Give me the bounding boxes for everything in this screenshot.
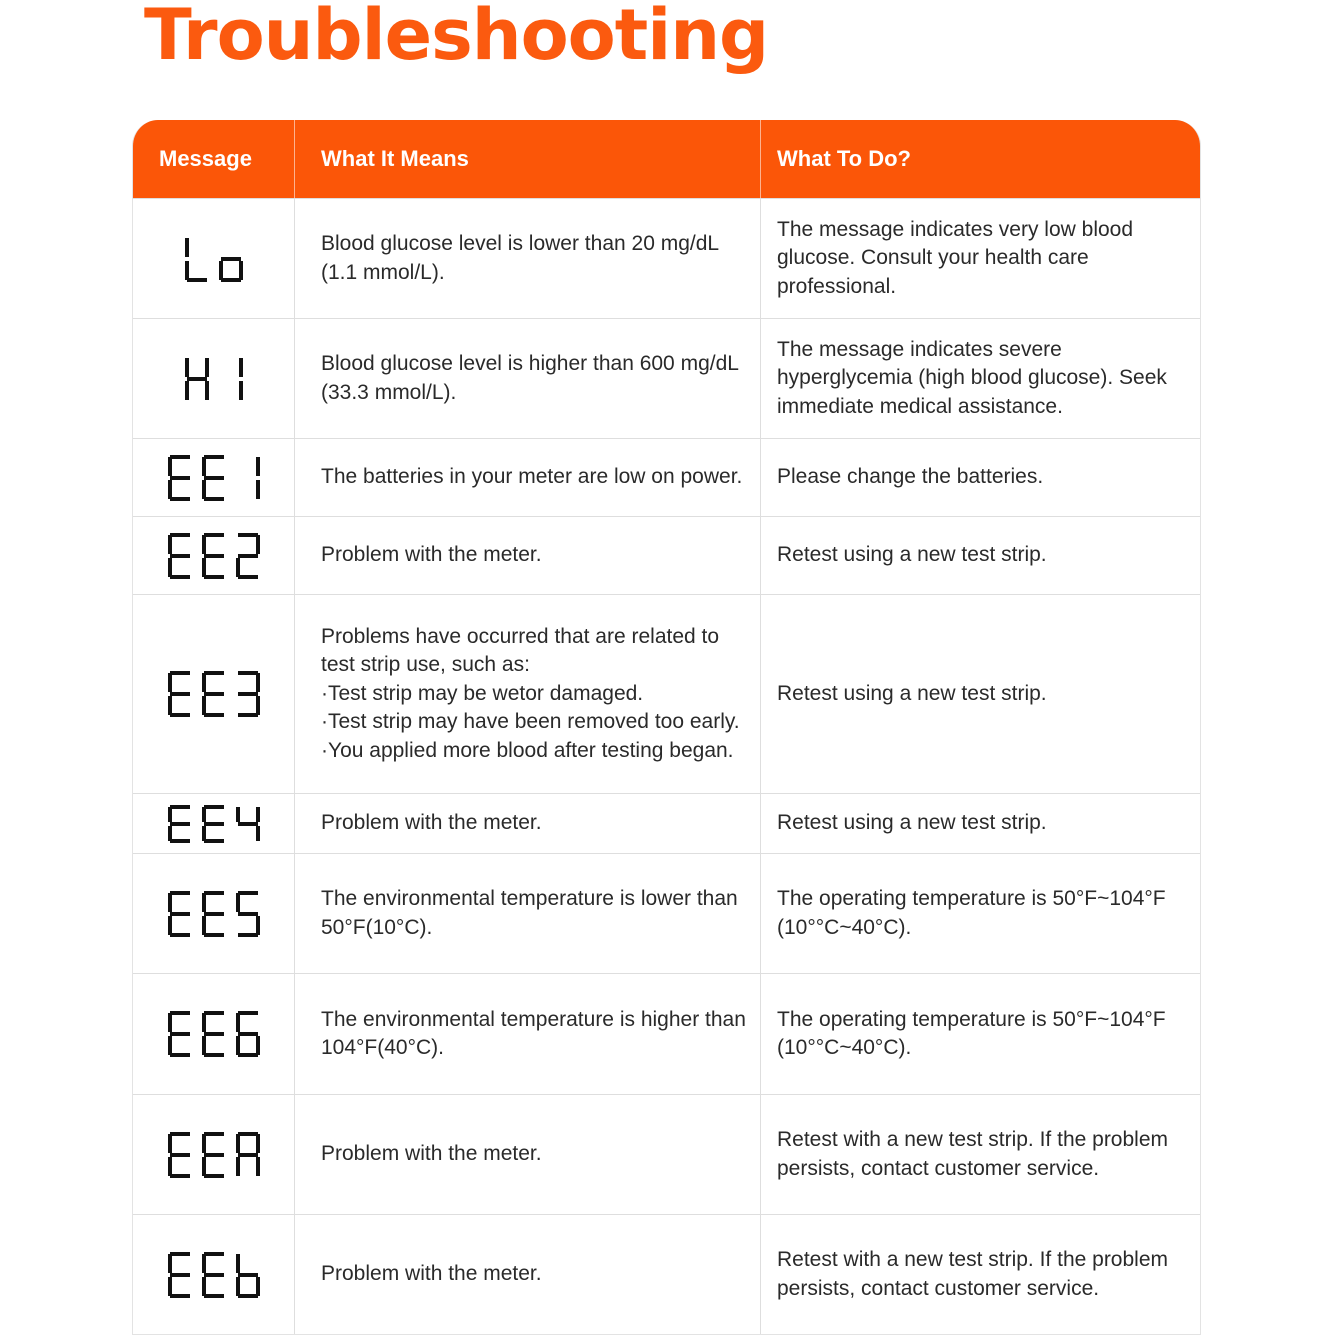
lcd-segment-g [238,1273,258,1277]
lcd-segment-e [168,1036,172,1055]
lcd-segment-f [236,1134,240,1153]
message-code-cell [133,517,295,594]
lcd-segment-d [170,933,190,937]
lcd-segment-f [202,893,206,912]
lcd-segment-g [221,257,241,261]
lcd-segment-a [170,533,190,537]
lcd-segment-e [236,558,240,577]
lcd-segment-d [204,575,224,579]
action-text: Retest using a new test strip. [777,811,1047,835]
lcd-segment-d [204,497,224,501]
lcd-segment-c [256,696,260,715]
lcd-segment-f [202,457,206,476]
meaning-bullet: ·Test strip may be wetor damaged. [321,681,644,705]
lcd-segment-e [168,826,172,841]
lcd-segment-e [202,1036,206,1055]
lcd-segment-f [236,807,240,822]
meaning-text: Problem with the meter. [321,811,542,835]
lcd-segment-f [168,673,172,692]
lcd-segment-e [185,261,189,280]
lcd-segment-c [256,916,260,935]
lcd-segment-g [204,1032,224,1036]
lcd-segment-g [170,476,190,480]
lcd-segment-f [202,1134,206,1153]
lcd-segment-e [168,480,172,499]
lcd-segment-b [205,358,209,377]
lcd-segment-g [204,822,224,826]
lcd-segment-g [204,1153,224,1157]
lcd-segment-c [239,381,243,400]
lcd-code-ee5 [144,884,284,944]
lcd-segment-b [256,535,260,554]
lcd-segment-f [168,457,172,476]
message-code-cell [133,595,295,793]
message-code-cell [133,1095,295,1214]
message-code-cell [133,794,295,853]
table-row-eea [133,1094,1200,1214]
lcd-segment-d [238,713,258,717]
message-code-cell [133,319,295,438]
meaning-text: Problem with the meter. [321,1142,542,1166]
lcd-segment-g [204,692,224,696]
lcd-segment-d [204,933,224,937]
lcd-segment-a [204,533,224,537]
action-text: Please change the batteries. [777,465,1044,489]
lcd-segment-c [256,1157,260,1176]
table-row-eeb [133,1214,1200,1334]
lcd-segment-d [238,1294,258,1298]
table-row-lo [133,198,1200,318]
troubleshooting-table [132,120,1201,1335]
table-row-ee1 [133,438,1200,516]
lcd-segment-e [202,1277,206,1296]
lcd-segment-e [168,696,172,715]
lcd-segment-f [202,673,206,692]
lcd-segment-e [202,558,206,577]
lcd-segment-d [204,839,224,843]
lcd-segment-d [170,497,190,501]
lcd-segment-b [239,358,243,377]
lcd-segment-d [238,933,258,937]
lcd-segment-d [204,1174,224,1178]
meaning-text: Blood glucose level is lower than 20 mg/dL (1.1 mmol/L). [321,232,719,284]
lcd-segment-a [204,671,224,675]
lcd-segment-g [170,692,190,696]
message-code-cell [133,974,295,1094]
lcd-segment-a [238,891,258,895]
lcd-code-ee1 [144,448,284,508]
lcd-segment-g [187,377,207,381]
lcd-segment-f [185,358,189,377]
lcd-segment-e [236,1157,240,1176]
meaning-text: Blood glucose level is higher than 600 mg/dL (33.3 mmol/L). [321,352,739,404]
lcd-segment-f [168,807,172,822]
lcd-segment-d [170,839,190,843]
lcd-segment-e [168,558,172,577]
lcd-code-ee6 [144,1004,284,1064]
table-row-ee5 [133,853,1200,973]
lcd-code-eea [144,1125,284,1185]
header-what-to-do: What To Do? [777,146,911,171]
message-code-cell [133,439,295,516]
lcd-code-ee2 [144,526,284,586]
lcd-segment-g [238,692,258,696]
lcd-segment-a [204,1011,224,1015]
lcd-segment-b [256,807,260,822]
action-text: Retest with a new test strip. If the problem persists, contact customer service. [777,1248,1169,1300]
lcd-segment-c [239,261,243,280]
message-code-cell [133,1215,295,1334]
lcd-segment-g [170,912,190,916]
lcd-segment-e [168,916,172,935]
lcd-segment-g [204,912,224,916]
table-row-hi [133,318,1200,438]
lcd-segment-g [238,554,258,558]
lcd-segment-e [185,381,189,400]
lcd-segment-f [185,238,189,257]
lcd-segment-f [168,1134,172,1153]
lcd-segment-e [202,916,206,935]
lcd-segment-a [238,1132,258,1136]
table-row-ee6 [133,973,1200,1094]
meaning-line: Problems have occurred that are related to test strip use, such as: [321,624,720,677]
lcd-segment-a [170,455,190,459]
lcd-code-hi [144,349,284,409]
lcd-segment-f [202,807,206,822]
header-message: Message [133,120,295,198]
lcd-segment-a [170,671,190,675]
lcd-segment-d [221,278,241,282]
table-row-ee2 [133,516,1200,594]
lcd-segment-f [236,893,240,912]
lcd-segment-d [170,1294,190,1298]
action-text: Retest using a new test strip. [777,543,1047,567]
lcd-segment-b [256,457,260,476]
lcd-segment-c [205,381,209,400]
lcd-segment-g [204,554,224,558]
lcd-segment-f [236,1013,240,1032]
lcd-segment-e [202,696,206,715]
lcd-segment-e [236,1277,240,1296]
lcd-segment-f [202,1013,206,1032]
lcd-segment-d [170,1174,190,1178]
lcd-segment-f [168,1013,172,1032]
lcd-segment-a [238,671,258,675]
meaning-text: The environmental temperature is higher than 104°F(40°C). [321,1007,746,1059]
lcd-segment-e [236,1036,240,1055]
meaning-text [321,623,754,766]
lcd-segment-a [238,533,258,537]
lcd-segment-d [170,575,190,579]
action-text: The operating temperature is 50°F~104°F (10°°C~40°C). [777,887,1166,939]
action-text: The message indicates very low blood glucose. Consult your health care professional. [777,217,1134,298]
lcd-segment-a [170,1011,190,1015]
lcd-segment-g [238,912,258,916]
lcd-segment-g [238,1032,258,1036]
lcd-segment-c [256,826,260,841]
action-text: The message indicates severe hyperglycemia (high blood glucose). Seek immediate medical assistance. [777,337,1167,418]
lcd-segment-g [238,822,258,826]
lcd-segment-d [238,575,258,579]
lcd-segment-a [204,1252,224,1256]
lcd-segment-g [204,476,224,480]
lcd-segment-d [170,1053,190,1057]
lcd-segment-a [170,1252,190,1256]
lcd-segment-d [204,1053,224,1057]
meaning-text: The environmental temperature is lower than 50°F(10°C). [321,887,738,939]
lcd-segment-d [170,713,190,717]
message-code-cell [133,854,295,973]
lcd-segment-d [238,1053,258,1057]
lcd-segment-a [204,805,224,809]
lcd-segment-b [256,1134,260,1153]
message-code-cell [133,199,295,318]
lcd-segment-g [170,1153,190,1157]
meaning-bullet: ·You applied more blood after testing began. [321,738,734,762]
table-header [133,120,1200,198]
meaning-text: Problem with the meter. [321,543,542,567]
lcd-segment-g [170,1273,190,1277]
lcd-segment-e [202,1157,206,1176]
lcd-segment-e [202,826,206,841]
lcd-segment-g [204,1273,224,1277]
lcd-segment-a [204,455,224,459]
lcd-segment-b [256,673,260,692]
lcd-segment-e [168,1157,172,1176]
lcd-segment-e [168,1277,172,1296]
lcd-code-eeb [144,1245,284,1305]
lcd-segment-g [170,1032,190,1036]
meaning-text: The batteries in your meter are low on power. [321,465,743,489]
meaning-bullet: ·Test strip may have been removed too early. [321,710,740,734]
table-row-ee4 [133,793,1200,853]
lcd-segment-c [256,480,260,499]
table-row-ee3 [133,594,1200,793]
action-text: The operating temperature is 50°F~104°F (10°°C~40°C). [777,1007,1166,1059]
lcd-segment-a [170,891,190,895]
lcd-segment-d [204,1294,224,1298]
action-text: Retest using a new test strip. [777,681,1047,705]
lcd-segment-a [204,1132,224,1136]
lcd-segment-f [168,1254,172,1273]
lcd-segment-e [219,261,223,280]
lcd-code-ee3 [144,664,284,724]
action-text: Retest with a new test strip. If the problem persists, contact customer service. [777,1128,1169,1180]
meaning-text: Problem with the meter. [321,1262,542,1286]
lcd-code-lo [144,229,284,289]
lcd-segment-g [238,1153,258,1157]
lcd-segment-f [236,1254,240,1273]
lcd-segment-a [170,805,190,809]
lcd-segment-a [204,891,224,895]
lcd-segment-f [202,535,206,554]
lcd-segment-c [256,1036,260,1055]
lcd-segment-e [202,480,206,499]
lcd-segment-c [256,1277,260,1296]
header-what-it-means: What It Means [295,120,761,198]
page-title: Troubleshooting [144,0,769,76]
lcd-segment-f [168,893,172,912]
lcd-segment-g [170,822,190,826]
lcd-segment-d [204,713,224,717]
lcd-segment-f [202,1254,206,1273]
lcd-code-ee4 [144,798,284,850]
lcd-segment-g [170,554,190,558]
lcd-segment-a [170,1132,190,1136]
lcd-segment-d [187,278,207,282]
lcd-segment-f [168,535,172,554]
lcd-segment-a [238,1011,258,1015]
